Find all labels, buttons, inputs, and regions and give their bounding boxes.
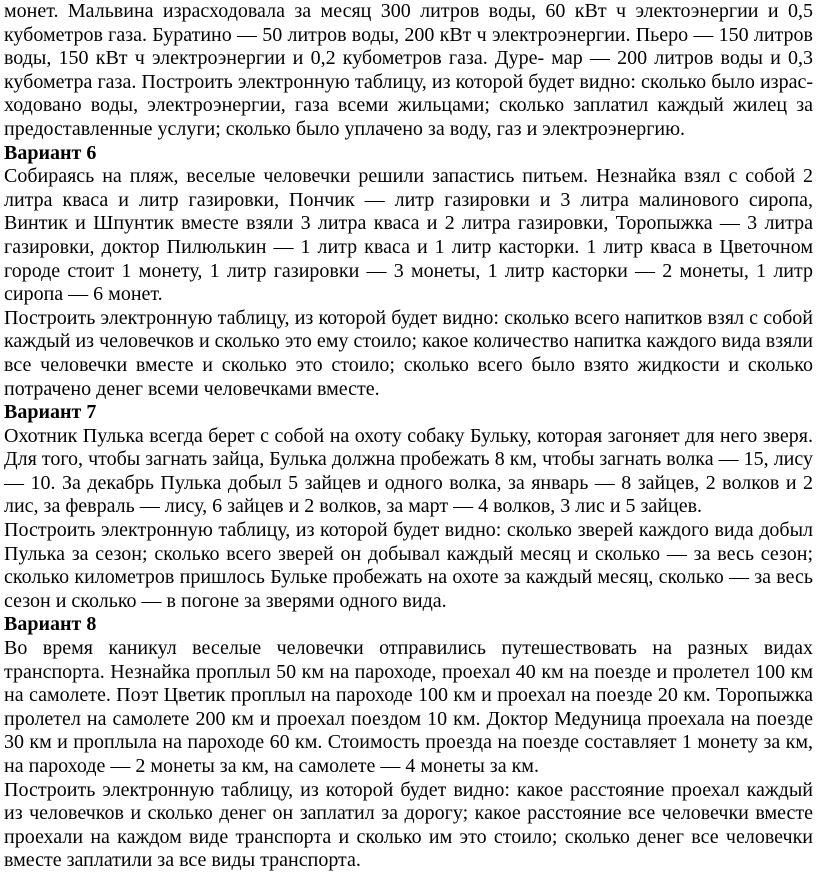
variant-6-heading: Вариант 6: [4, 141, 97, 164]
variant-8-task: Во время каникул веселые человечки отправились путешествовать на разных видах транспорта. Незнайка проплыл 50 км на пароходе, проехал 40 км на поезде и пролетел 100 км на самолете. Поэт Цветик проплыл на пароходе 100 км и проехал на поезде 20 км. Торопыжка пролетел на самолете 200 км и проехал поездом 10 км. Доктор Медуница проехала на поезде 30 км и проплыла на пароходе 60 км. Стоимость проезда на поезде составляет 1 монету за км, на пароходе — 2 монеты за км, на самолете — 4 монеты за км.: [4, 637, 813, 777]
variant-6-instruction: Построить электронную таблицу, из которой будет видно: сколько всего напитков взял с собой каждый из человечков и сколько это ему стоило; какое количество напитка каждого вида взяли все человечки вместе и сколько это стоило; сколько всего было взято жидкости и сколько потрачено денег всеми человечками вместе.: [4, 306, 813, 400]
variant-7-instruction: Построить электронную таблицу, из которой будет видно: сколько зверей каждого вида добыл Пулька за сезон; сколько всего зверей он добывал каждый месяц и сколько — за весь сезон; сколько километров пришлось Бульке пробежать на охоте за каждый месяц, сколько — за весь сезон и сколько — в погоне за зверями одного вида.: [4, 519, 813, 612]
variant-6-task: Собираясь на пляж, веселые человечки решили запастись питьем. Незнайка взял с собой 2 литра кваса и литр газировки, Пончик — литр газировки и 3 литра малинового сиропа, Винтик и Шпунтик вместе взяли 3 литра кваса и 2 литра газировки, Торопыжка — 3 литра газировки, доктор Пилюлькин — 1 литр кваса и 1 литр касторки. 1 литр кваса в Цветочном городе стоит 1 монету, 1 литр газировки — 3 монеты, 1 литр касторки — 2 монеты, 1 литр сиропа — 6 монет.: [4, 165, 813, 306]
intro-paragraph: монет. Мальвина израсходовала за месяц 300 литров воды, 60 кВт ч электоэнергии и 0,5 кубометров газа. Буратино — 50 литров воды, 200 кВт ч электроэнергии. Пьеро — 150 литров воды, 150 кВт ч электроэнергии и 0,2 кубометров газа. Дуре- мар — 200 литров воды и 0,3 кубометра газа. Построить электронную таблицу, из которой будет видно: сколько было израс- ходовано воды, электроэнергии, газа всеми жильцами; сколько заплатил каждый жилец за предоставленные услуги; сколько было уплачено за воду, газ и электроэнергию.: [4, 0, 813, 140]
variant-7-heading: Вариант 7: [4, 401, 97, 424]
variant-8-instruction: Построить электронную таблицу, из которой будет видно: какое расстояние проехал каждый из человечков и сколько денег он заплатил за дорогу; какое расстояние все человечки вместе проехали на каждом виде транспорта и сколько им это стоило; сколько денег все человечки вместе заплатили за все виды транспорта.: [4, 778, 813, 872]
variant-7-task: Охотник Пулька всегда берет с собой на охоту собаку Бульку, которая загоняет для него зверя. Для того, чтобы загнать зайца, Булька должна пробежать 8 км, чтобы загнать волка — 15, лису — 10. За декабрь Пулька добыл 5 зайцев и одного волка, за январь — 8 зайцев, 2 волков и 2 лис, за февраль — лису, 6 зайцев и 2 волков, за март — 4 волков, 3 лис и 5 зайцев.: [4, 424, 813, 518]
variant-8-heading: Вариант 8: [4, 613, 97, 636]
